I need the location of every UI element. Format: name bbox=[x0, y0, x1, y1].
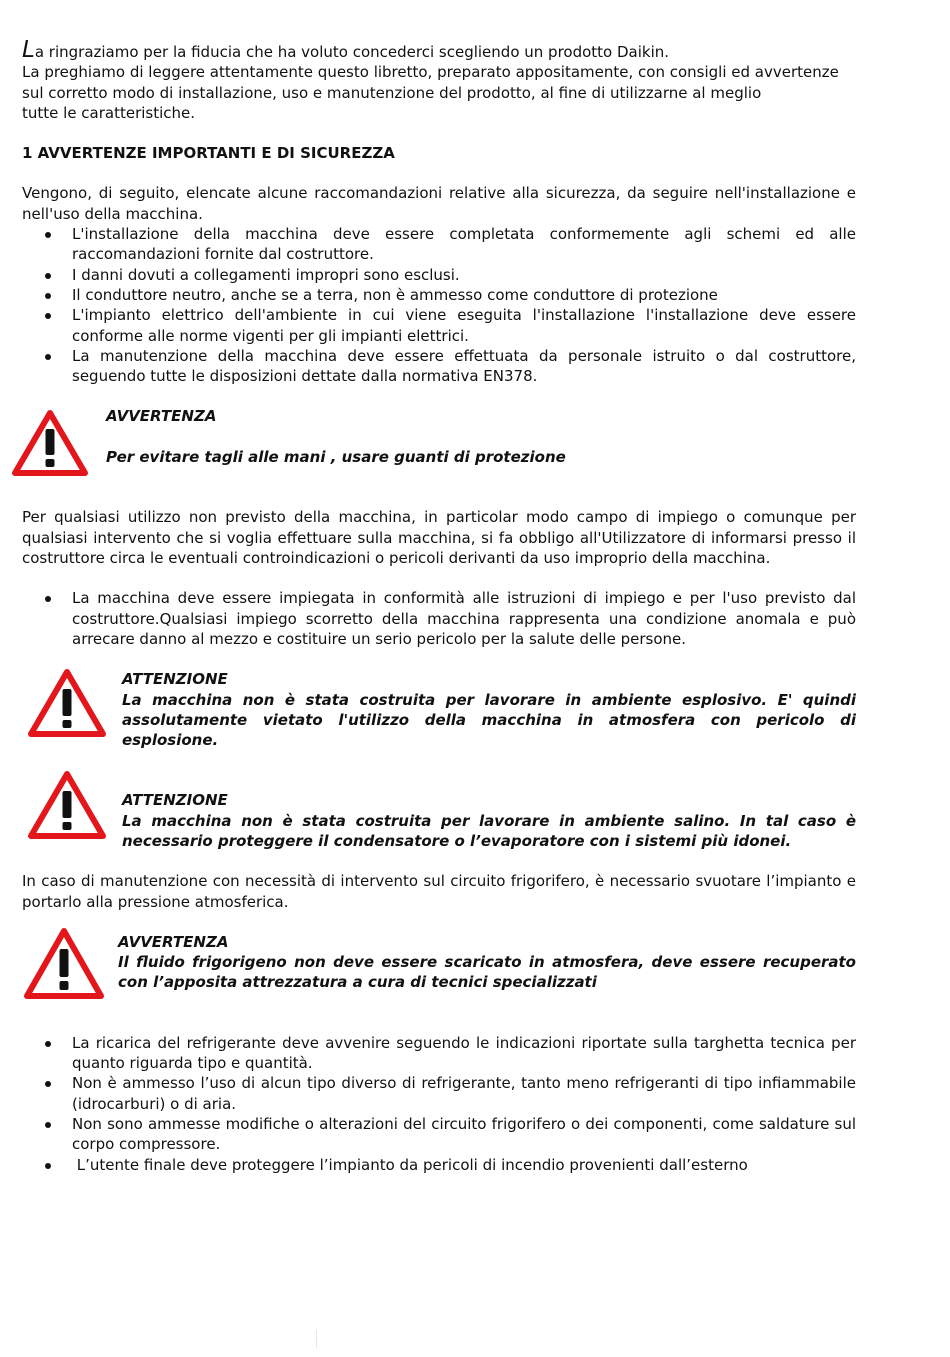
attention-title: ATTENZIONE bbox=[122, 791, 228, 810]
attention-box bbox=[22, 790, 856, 871]
section-title: 1 AVVERTENZE IMPORTANTI E DI SICUREZZA bbox=[22, 144, 395, 163]
list-item: L’utente finale deve proteggere l’impianto da pericoli di incendio provenienti dall’esterno bbox=[22, 1155, 856, 1175]
attention-text: La macchina non è stata costruita per lavorare in ambiente salino. In tal caso è necessario proteggere il condensatore o l’evaporatore con i sistemi più idonei. bbox=[122, 811, 856, 850]
document-page bbox=[22, 37, 856, 1175]
warning-box bbox=[22, 932, 856, 1033]
usage-list bbox=[22, 588, 856, 649]
warning-triangle-icon bbox=[22, 924, 106, 1004]
attention-text: La macchina non è stata costruita per lavorare in ambiente esplosivo. E' quindi assolutamente vietato l'utilizzo della macchina in atmosfera con pericolo di esplosione. bbox=[122, 690, 856, 750]
list-item: I danni dovuti a collegamenti impropri sono esclusi. bbox=[22, 265, 856, 285]
paragraph: Per qualsiasi utilizzo non previsto della macchina, in particolar modo campo di impiego o comunque per qualsiasi intervento che si voglia effettuare sulla macchina, si fa obbligo all'Utilizzatore di informarsi presso il costruttore circa le eventuali controindicazioni o pericoli derivanti da uso improprio della macchina. bbox=[22, 508, 856, 568]
page-marker bbox=[316, 1330, 317, 1348]
drop-cap: L bbox=[22, 37, 35, 63]
warning-text: Il fluido frigorigeno non deve essere scaricato in atmosfera, deve essere recuperato con l’apposita attrezzatura a cura di tecnici specializzati bbox=[118, 953, 856, 992]
list-item: L'installazione della macchina deve essere completata conformemente agli schemi ed alle raccomandazioni fornite dal costruttore. bbox=[22, 224, 856, 265]
warning-triangle-icon bbox=[10, 407, 90, 479]
warning-triangle-icon bbox=[26, 767, 108, 843]
list-item: Non è ammesso l’uso di alcun tipo diverso di refrigerante, tanto meno refrigeranti di tipo infiammabile (idrocarburi) o di aria. bbox=[22, 1073, 856, 1114]
warning-text: Per evitare tagli alle mani , usare guanti di protezione bbox=[106, 447, 566, 466]
list-item: L'impianto elettrico dell'ambiente in cui viene eseguita l'installazione l'installazione deve essere conforme alle norme vigenti per gli impianti elettrici. bbox=[22, 305, 856, 346]
refrigerant-list bbox=[22, 1033, 856, 1175]
warning-triangle-icon bbox=[26, 665, 108, 741]
warning-box bbox=[22, 406, 856, 507]
section-lead: Vengono, di seguito, elencate alcune raccomandazioni relative alla sicurezza, da seguire nell'installazione e nell'uso della macchina. bbox=[22, 184, 856, 223]
attention-box bbox=[22, 669, 856, 790]
safety-list bbox=[22, 224, 856, 386]
warning-title: AVVERTENZA bbox=[106, 407, 217, 426]
list-item: Il conduttore neutro, anche se a terra, non è ammesso come conduttore di protezione bbox=[22, 285, 856, 305]
list-item: La manutenzione della macchina deve essere effettuata da personale istruito o dal costruttore, seguendo tutte le disposizioni dettate dalla normativa EN378. bbox=[22, 346, 856, 387]
paragraph: In caso di manutenzione con necessità di intervento sul circuito frigorifero, è necessario svuotare l’impianto e portarlo alla pressione atmosferica. bbox=[22, 872, 856, 911]
warning-title: AVVERTENZA bbox=[118, 932, 229, 951]
list-item: La ricarica del refrigerante deve avvenire seguendo le indicazioni riportate sulla targhetta tecnica per quanto riguarda tipo e quantità. bbox=[22, 1033, 856, 1074]
intro-paragraph: La ringraziamo per la fiducia che ha voluto concederci scegliendo un prodotto Daikin. La preghiamo di leggere attentamente questo libretto, preparato appositamente, con consigli ed avvertenze sul corretto modo di installazione, uso e manutenzione del prodotto, al fine di utilizzarne al meglio tutte le caratteristiche. bbox=[22, 37, 839, 122]
list-item: La macchina deve essere impiegata in conformità alle istruzioni di impiego e per l'uso previsto dal costruttore.Qualsiasi impiego scorretto della macchina rappresenta una condizione anomala e può arrecare danno al mezzo e costituire un serio pericolo per la salute delle persone. bbox=[22, 588, 856, 649]
attention-title: ATTENZIONE bbox=[122, 670, 228, 689]
list-item: Non sono ammesse modifiche o alterazioni del circuito frigorifero o dei componenti, come saldature sul corpo compressore. bbox=[22, 1114, 856, 1155]
